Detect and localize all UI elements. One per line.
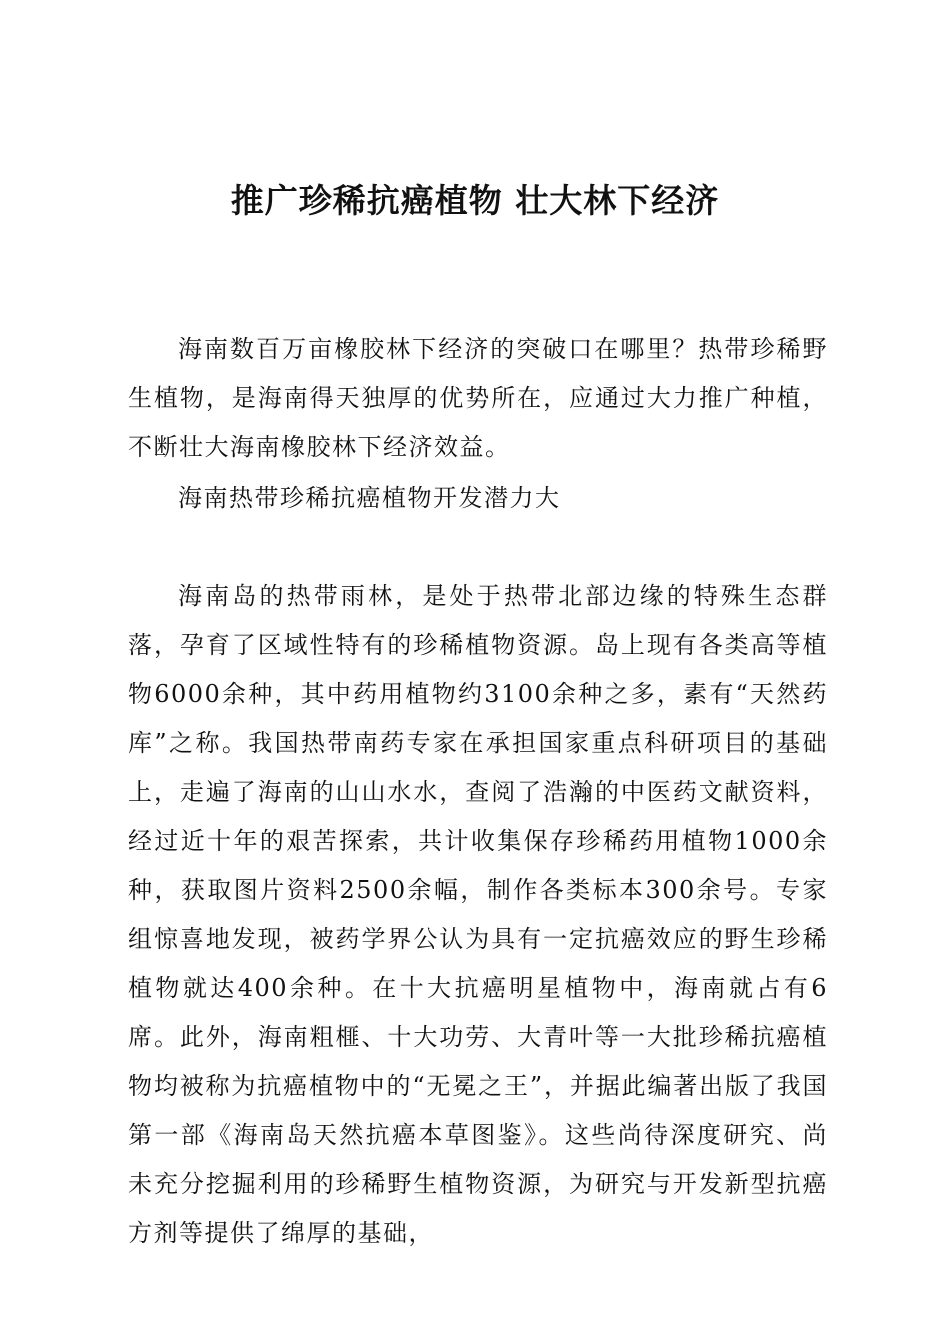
paragraph-intro: 海南数百万亩橡胶林下经济的突破口在哪里？热带珍稀野生植物，是海南得天独厚的优势所在，应通过大力推广种植，不断壮大海南橡胶林下经济效益。 xyxy=(128,335,828,461)
section-heading: 海南热带珍稀抗癌植物开发潜力大 xyxy=(178,484,561,512)
document-title: 推广珍稀抗癌植物 壮大林下经济 xyxy=(230,181,720,220)
paragraph-body: 海南岛的热带雨林，是处于热带北部边缘的特殊生态群落，孕育了区域性特有的珍稀植物资源。岛上现有各类高等植物6000余种，其中药用植物约3100余种之多，素有“天然药库”之称。我国热带南药专家在承担国家重点科研项目的基础上，走遍了海南的山山水水，查阅了浩瀚的中医药文献资料，经过近十年的艰苦探索，共计收集保存珍稀药用植物1000余种，获取图片资料2500余幅，制作各类标本300余号。专家组惊喜地发现，被药学界公认为具有一定抗癌效应的野生珍稀植物就达400余种。在十大抗癌明星植物中，海南就占有6席。此外，海南粗榧、十大功劳、大青叶等一大批珍稀抗癌植物均被称为抗癌植物中的“无冕之王”，并据此编著出版了我国第一部《海南岛天然抗癌本草图鉴》。这些尚待深度研究、尚未充分挖掘利用的珍稀野生植物资源，为研究与开发新型抗癌方剂等提供了绵厚的基础， xyxy=(128,582,828,1247)
